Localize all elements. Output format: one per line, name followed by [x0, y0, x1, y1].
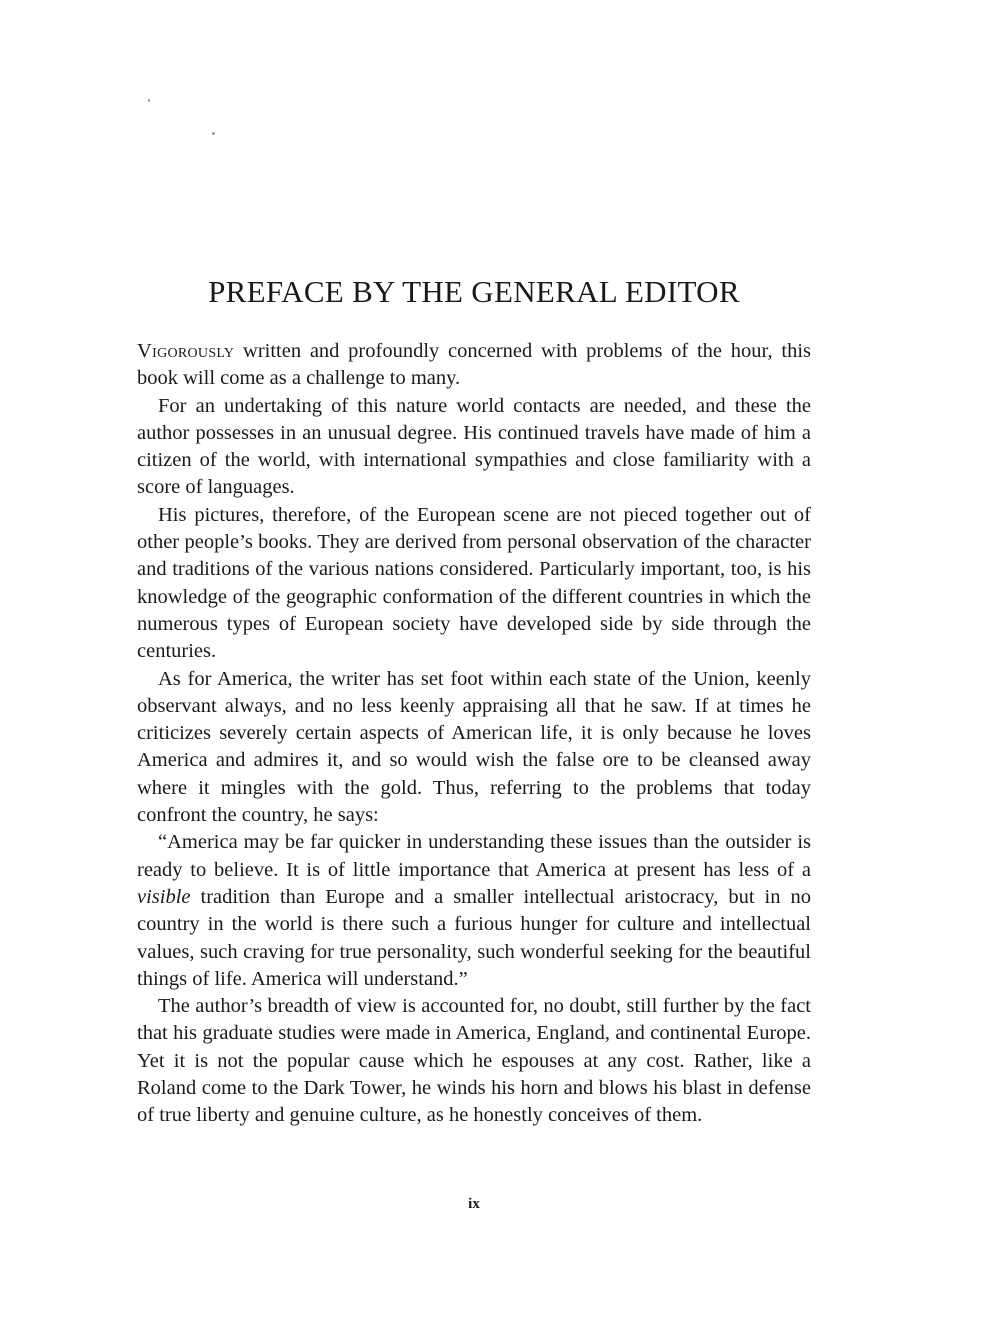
quote-text-before: “America may be far quicker in understanding these issues than the outsider is ready to believe. It is of little importance that America at present has less of a: [137, 831, 811, 881]
italic-word: visible: [137, 885, 191, 908]
paragraph-6: The author’s breadth of view is accounted for, no doubt, still further by the fact that his graduate studies were made in America, England, and continental Europe. Yet it is not the popular cause which he espouses at any cost. Rather, like a Roland come to the Dark Tower, he winds his horn and blows his blast in defense of true liberty and genuine culture, as he honestly conceives of them.: [137, 995, 811, 1127]
drop-lead-word: Vigorously: [137, 340, 235, 362]
paragraph-4: As for America, the writer has set foot within each state of the Union, keenly observant always, and no less keenly appraising all that he saw. If at times he criticizes severely certain aspects of American life, it is only because he loves America and admires it, and so would wish the false ore to be cleansed away where it mingles with the gold. Thus, referring to the problems that today confront the country, he says:: [137, 667, 811, 827]
paragraph-text: written and profoundly concerned with problems of the hour, this book will come as a challenge to many.: [137, 340, 811, 390]
page-title: PREFACE BY THE GENERAL EDITOR: [208, 274, 740, 309]
page-number: ix: [468, 1196, 480, 1212]
print-speck: [212, 132, 215, 135]
paragraph-1: [137, 338, 811, 393]
paragraph-5-quotation: [137, 829, 811, 993]
preface-body: [137, 338, 811, 1130]
paragraph-3: His pictures, therefore, of the European scene are not pieced together out of other people’s books. They are derived from personal observation of the character and traditions of the various nations considered. Particularly important, too, is his knowledge of the geographic conformation of the different countries in which the numerous types of European society have developed side by side through the centuries.: [137, 503, 811, 663]
quote-text-after: tradition than Europe and a smaller intellectual aristocracy, but in no country in the world is there such a furious hunger for culture and intellectual values, such craving for true personality, such wonderful seeking for the beautiful things of life. America will understand.”: [137, 885, 811, 990]
paragraph-2: For an undertaking of this nature world contacts are needed, and these the author possesses in an unusual degree. His continued travels have made of him a citizen of the world, with international sympathies and close familiarity with a score of languages.: [137, 394, 811, 499]
print-speck: [148, 99, 150, 102]
